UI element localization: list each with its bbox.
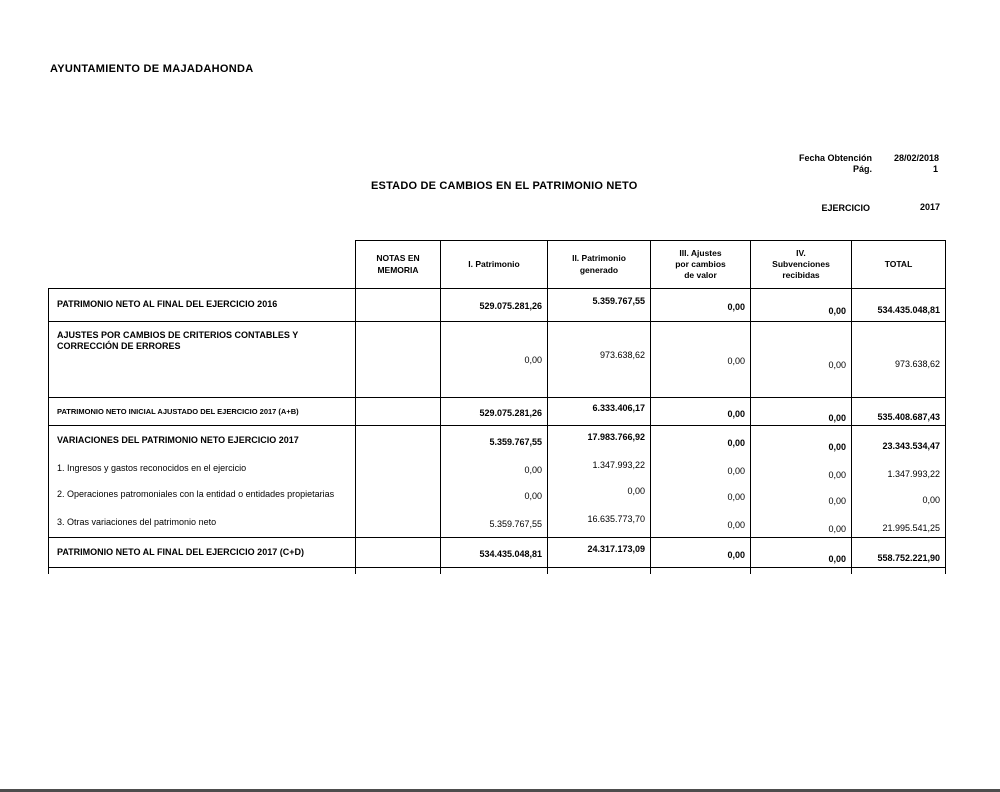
document-title: ESTADO DE CAMBIOS EN EL PATRIMONIO NETO: [371, 180, 638, 192]
header-cell-patrimonio-generado: II. Patrimonio generado: [547, 240, 650, 288]
header-cell-ajustes: III. Ajustes por cambios de valor: [650, 240, 750, 288]
value-ajustes: 0,00: [727, 466, 745, 476]
table-row-patrimonio-final-2017: [48, 537, 946, 568]
table-row-operaciones-patrimoniales: [48, 482, 946, 508]
value-ajustes: 0,00: [727, 302, 745, 312]
table-row-variaciones-2017: [48, 426, 946, 456]
header-cell-patrimonio: I. Patrimonio: [440, 240, 547, 288]
value-total: 535.408.687,43: [877, 411, 940, 422]
row-label: PATRIMONIO NETO AL FINAL DEL EJERCICIO 2016: [57, 299, 278, 310]
table-region-variaciones: [48, 425, 946, 537]
page-number-value: 1: [932, 164, 938, 174]
value-total: 534.435.048,81: [877, 305, 940, 315]
value-subvenciones: 0,00: [828, 442, 846, 452]
row-label: 2. Operaciones patromoniales con la entidad o entidades propietarias: [57, 489, 335, 500]
value-patrimonio: 0,00: [524, 465, 542, 475]
value-patrimonio: 0,00: [524, 491, 542, 501]
value-patrimonio: 529.075.281,26: [479, 407, 542, 418]
value-subvenciones: 0,00: [828, 523, 846, 534]
equity-changes-table: [48, 240, 946, 574]
value-subvenciones: 0,00: [828, 360, 846, 370]
value-total: 0,00: [922, 495, 940, 505]
table-row-inicial-ajustado: [48, 397, 946, 425]
row-label: PATRIMONIO NETO INICIAL AJUSTADO DEL EJERCICIO 2017 (A+B): [57, 406, 299, 416]
row-label: 1. Ingresos y gastos reconocidos en el ejercicio: [57, 463, 247, 474]
value-total: 973.638,62: [894, 359, 940, 369]
table-header-row: [48, 240, 946, 288]
value-ajustes: 0,00: [727, 356, 745, 366]
value-patrimonio: 5.359.767,55: [489, 518, 542, 529]
notas-cell: [355, 538, 440, 567]
value-total: 21.995.541,25: [882, 522, 940, 533]
header-cell-subvenciones: IV. Subvenciones recibidas: [750, 240, 851, 288]
value-patrimonio: 534.435.048,81: [479, 548, 542, 559]
row-label: VARIACIONES DEL PATRIMONIO NETO EJERCICIO 2017: [57, 435, 299, 446]
value-patrimonio-generado: 24.317.173,09: [587, 543, 645, 554]
value-ajustes: 0,00: [727, 438, 745, 448]
value-patrimonio: 529.075.281,26: [479, 301, 542, 311]
value-patrimonio: 0,00: [524, 355, 542, 365]
notas-cell: [355, 289, 440, 321]
ejercicio-value: 2017: [919, 202, 940, 212]
value-total: 1.347.993,22: [887, 469, 940, 479]
value-patrimonio-generado: 17.983.766,92: [587, 432, 645, 442]
notas-cell: [355, 456, 440, 482]
value-ajustes: 0,00: [727, 492, 745, 502]
value-patrimonio-generado: 5.359.767,55: [592, 296, 645, 306]
row-label: PATRIMONIO NETO AL FINAL DEL EJERCICIO 2017 (C+D): [57, 546, 304, 557]
value-subvenciones: 0,00: [828, 553, 846, 564]
value-patrimonio-generado: 6.333.406,17: [592, 402, 645, 413]
value-patrimonio-generado: 0,00: [627, 486, 645, 496]
value-patrimonio-generado: 16.635.773,70: [587, 513, 645, 524]
value-subvenciones: 0,00: [828, 306, 846, 316]
value-subvenciones: 0,00: [828, 496, 846, 506]
row-label: AJUSTES POR CAMBIOS DE CRITERIOS CONTABLES Y CORRECCIÓN DE ERRORES: [57, 330, 299, 352]
value-total: 558.752.221,90: [877, 552, 940, 563]
ejercicio-label: EJERCICIO: [821, 203, 870, 213]
table-row-ingresos-gastos: [48, 456, 946, 482]
notas-cell: [355, 508, 440, 537]
value-subvenciones: 0,00: [828, 412, 846, 423]
company-name: AYUNTAMIENTO DE MAJADAHONDA: [50, 63, 254, 75]
page-number-label: Pág.: [852, 164, 872, 174]
table-row-patrimonio-final-2016: [48, 288, 946, 321]
table-bottom-strip: [48, 568, 946, 574]
notas-cell: [355, 398, 440, 425]
fecha-obtencion-label: Fecha Obtención: [798, 153, 872, 163]
value-patrimonio-generado: 973.638,62: [599, 350, 645, 360]
row-label: 3. Otras variaciones del patrimonio neto: [57, 516, 217, 527]
header-cell-total: TOTAL: [851, 240, 946, 288]
header-spacer: [48, 240, 355, 288]
value-ajustes: 0,00: [727, 408, 745, 419]
table-row-otras-variaciones: [48, 508, 946, 537]
value-total: 23.343.534,47: [882, 441, 940, 451]
table-row-ajustes-criterios: [48, 321, 946, 397]
notas-cell: [355, 426, 440, 456]
value-ajustes: 0,00: [727, 549, 745, 560]
notas-cell: [355, 322, 440, 397]
header-cell-notas: NOTAS EN MEMORIA: [355, 240, 440, 288]
value-ajustes: 0,00: [727, 519, 745, 530]
fecha-obtencion-value: 28/02/2018: [893, 153, 939, 163]
value-patrimonio-generado: 1.347.993,22: [592, 460, 645, 470]
value-patrimonio: 5.359.767,55: [489, 437, 542, 447]
value-subvenciones: 0,00: [828, 470, 846, 480]
notas-cell: [355, 482, 440, 508]
